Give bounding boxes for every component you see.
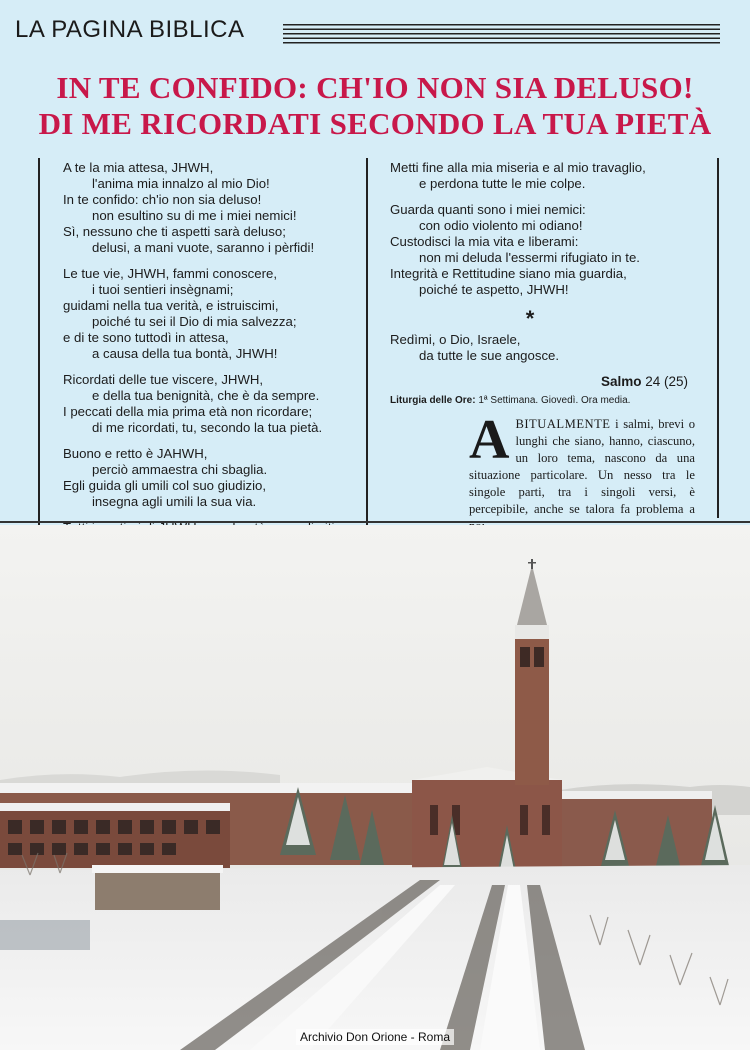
- liturgy-label: Liturgia delle Ore:: [390, 395, 476, 406]
- psalm-line: Integrità e Rettitudine siano mia guardia,: [390, 266, 627, 281]
- psalm-column-2: [390, 160, 710, 408]
- psalm-line: l'anima mia innalzo al mio Dio!: [92, 176, 270, 191]
- psalm-line: Metti fine alla mia miseria e al mio travaglio,: [390, 160, 646, 175]
- psalm-stanza: [63, 446, 363, 510]
- psalm-line: A te la mia attesa, JHWH,: [63, 160, 214, 175]
- psalm-line: con odio violento mi odiano!: [419, 218, 583, 233]
- psalm-line: Ricordati delle tue viscere, JHWH,: [63, 372, 264, 387]
- psalm-stanza: [390, 160, 710, 192]
- psalm-line: e di te sono tuttodì in attesa,: [63, 330, 229, 345]
- column-rule-right: [717, 158, 719, 518]
- psalm-line: In te confido: ch'io non sia deluso!: [63, 192, 262, 207]
- psalm-number: 24 (25): [645, 374, 688, 389]
- caption-text: Archivio Don Orione - Roma: [296, 1029, 454, 1045]
- header-rule: [283, 24, 720, 46]
- psalm-line: a causa della tua bontà, JHWH!: [92, 346, 278, 361]
- psalm-line: Redìmi, o Dio, Israele,: [390, 332, 521, 347]
- column-rule-middle: [366, 158, 368, 525]
- psalm-stanza: [63, 372, 363, 436]
- psalm-line: I peccati della mia prima età non ricordare;: [63, 404, 313, 419]
- headline-line-1: IN TE CONFIDO: CH'IO NON SIA DELUSO!: [56, 70, 694, 105]
- asterisk-separator: *: [525, 306, 535, 331]
- snowy-church-photo: [0, 525, 750, 1050]
- psalm-reference: [390, 374, 710, 390]
- psalm-line: Egli guida gli umili col suo giudizio,: [63, 478, 267, 493]
- photo-caption: [0, 1030, 750, 1044]
- psalm-line: poiché te aspetto, JHWH!: [419, 282, 569, 297]
- liturgy-note: [390, 394, 710, 408]
- psalm-line: Custodisci la mia vita e liberami:: [390, 234, 579, 249]
- psalm-label: Salmo: [600, 374, 642, 389]
- psalm-line: e della tua benignità, che è da sempre.: [92, 388, 320, 403]
- psalm-stanza: [63, 160, 363, 256]
- psalm-line: Le tue vie, JHWH, fammi conoscere,: [63, 266, 278, 281]
- photo-top-rule: [0, 521, 750, 523]
- psalm-line: Sì, nessuno che ti aspetti sarà deluso;: [63, 224, 286, 239]
- psalm-line: di me ricordati, tu, secondo la tua pietà.: [92, 420, 323, 435]
- psalm-line: Buono e retto è JAHWH,: [63, 446, 208, 461]
- intro-paragraph: [469, 409, 695, 535]
- psalm-line: i tuoi sentieri insègnami;: [92, 282, 234, 297]
- psalm-line: poiché tu sei il Dio di mia salvezza;: [92, 314, 297, 329]
- psalm-line: Guarda quanti sono i miei nemici:: [390, 202, 586, 217]
- psalm-line: guidami nella tua verità, e istruiscimi,: [63, 298, 279, 313]
- psalm-line: insegna agli umili la sua via.: [92, 494, 257, 509]
- psalm-line: non mi deluda l'essermi rifugiato in te.: [419, 250, 640, 265]
- psalm-line: non esultino su di me i miei nemici!: [92, 208, 297, 223]
- psalm-stanza: [390, 202, 710, 298]
- section-title: LA PAGINA BIBLICA: [15, 16, 245, 43]
- intro-caps: BITUALMENTE: [515, 417, 611, 431]
- headline-line-2: DI ME RICORDATI SECONDO LA TUA PIETÀ: [38, 106, 712, 141]
- psalm-stanza-final: [390, 332, 710, 364]
- psalm-stanza: [63, 266, 363, 362]
- psalm-line: da tutte le sue angosce.: [419, 348, 560, 363]
- liturgy-text: 1ª Settimana. Giovedì. Ora media.: [478, 395, 631, 406]
- page-header: [15, 16, 720, 48]
- psalm-line: e perdona tutte le mie colpe.: [419, 176, 586, 191]
- drop-cap: A: [469, 409, 510, 471]
- intro-text: i salmi, brevi o lunghi che siano, hanno, ciascuno, un loro tema, nascono da una situazione particolare. Un nesso tra le singole parti, tra i singoli versi, è percepibile, anche se talora fa problema a: [469, 417, 695, 516]
- psalm-line: perciò ammaestra chi sbaglia.: [92, 462, 268, 477]
- psalm-line: delusi, a mani vuote, saranno i pèrfidi!: [92, 240, 315, 255]
